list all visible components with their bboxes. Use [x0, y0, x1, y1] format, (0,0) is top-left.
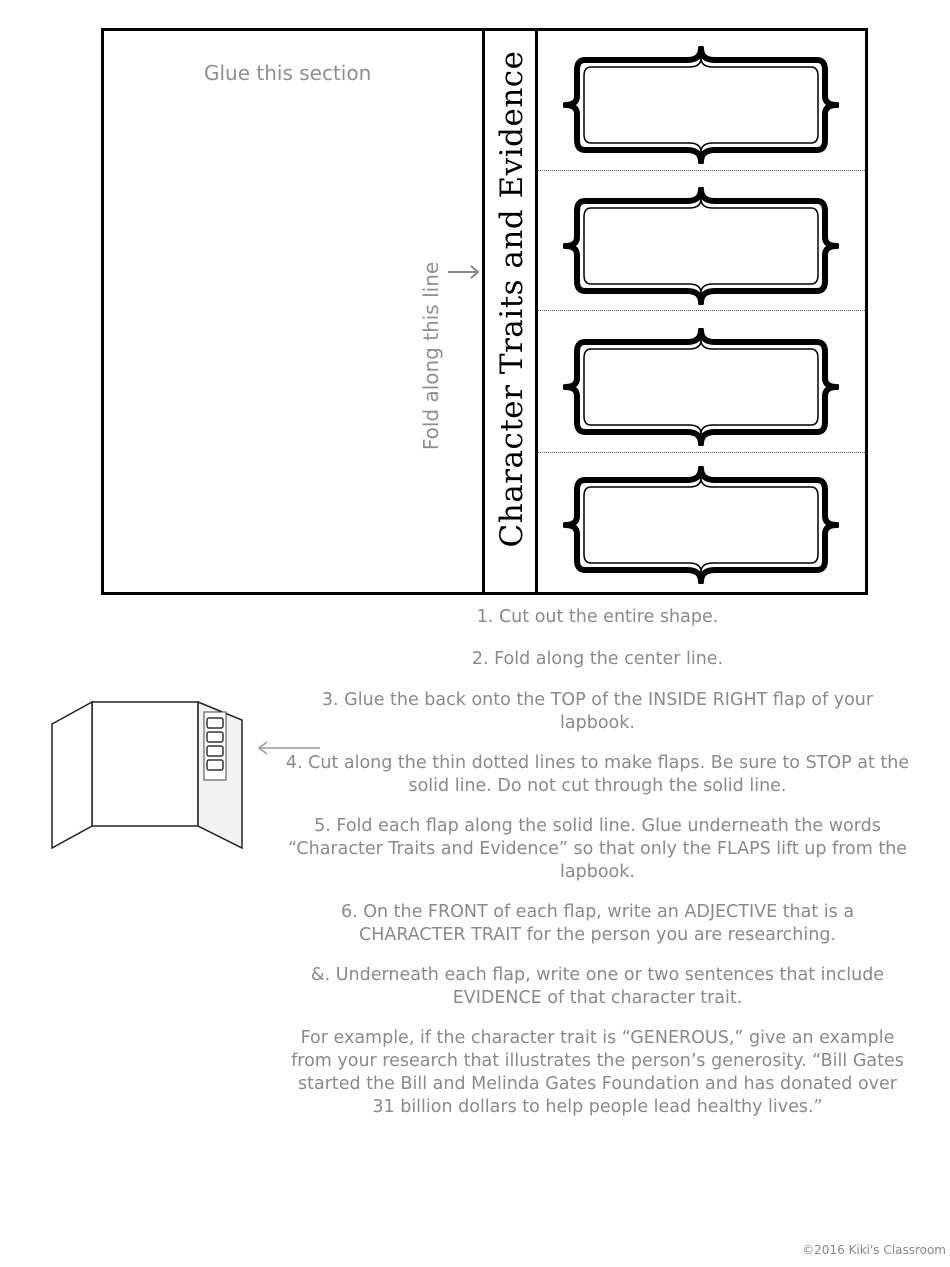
instructions [285, 606, 910, 1119]
glue-section-label: Glue this section [204, 61, 372, 85]
step-4: 4. Cut along the thin dotted lines to make flaps. Be sure to STOP at the solid line. Do not cut through the solid line. [285, 753, 910, 796]
step-5: 5. Fold each flap along the solid line. Glue underneath the words “Character Traits and Evidence” so that only the FLAPS lift up from the lapbook. [287, 816, 908, 882]
step-3: 3. Glue the back onto the TOP of the INSIDE RIGHT flap of your lapbook. [321, 690, 874, 733]
example-paragraph: For example, if the character trait is “GENEROUS,” give an example from your research that illustrates the person’s generosity. “Bill Gates started the Bill and Melinda Gates Foundation and has donated over 31 billion dollars to help people lead healthy lives.” [291, 1028, 904, 1117]
cut-line [538, 310, 865, 311]
bracket-frame-icon [563, 187, 839, 305]
step-6: 6. On the FRONT of each flap, write an ADJECTIVE that is a CHARACTER TRAIT for the person you are researching. [340, 902, 855, 945]
worksheet [101, 28, 868, 595]
cut-line [538, 452, 865, 453]
cut-line [538, 170, 865, 171]
worksheet-title: Character Traits and Evidence [494, 50, 530, 548]
step-1: 1. Cut out the entire shape. [476, 607, 719, 627]
bracket-frame-icon [563, 328, 839, 446]
bracket-frame-icon [563, 466, 839, 584]
step-2: 2. Fold along the center line. [471, 649, 724, 669]
fold-line [482, 31, 485, 592]
flap-hinge-line [535, 31, 538, 592]
copyright: ©2016 Kiki's Classroom [802, 1243, 946, 1257]
fold-line-label: Fold along this line [419, 261, 443, 451]
bracket-frame-icon [563, 46, 839, 164]
step-7: &. Underneath each flap, write one or two sentences that include EVIDENCE of that character trait. [310, 965, 885, 1008]
arrow-right-icon [447, 265, 481, 279]
lapbook-illustration [50, 690, 250, 854]
